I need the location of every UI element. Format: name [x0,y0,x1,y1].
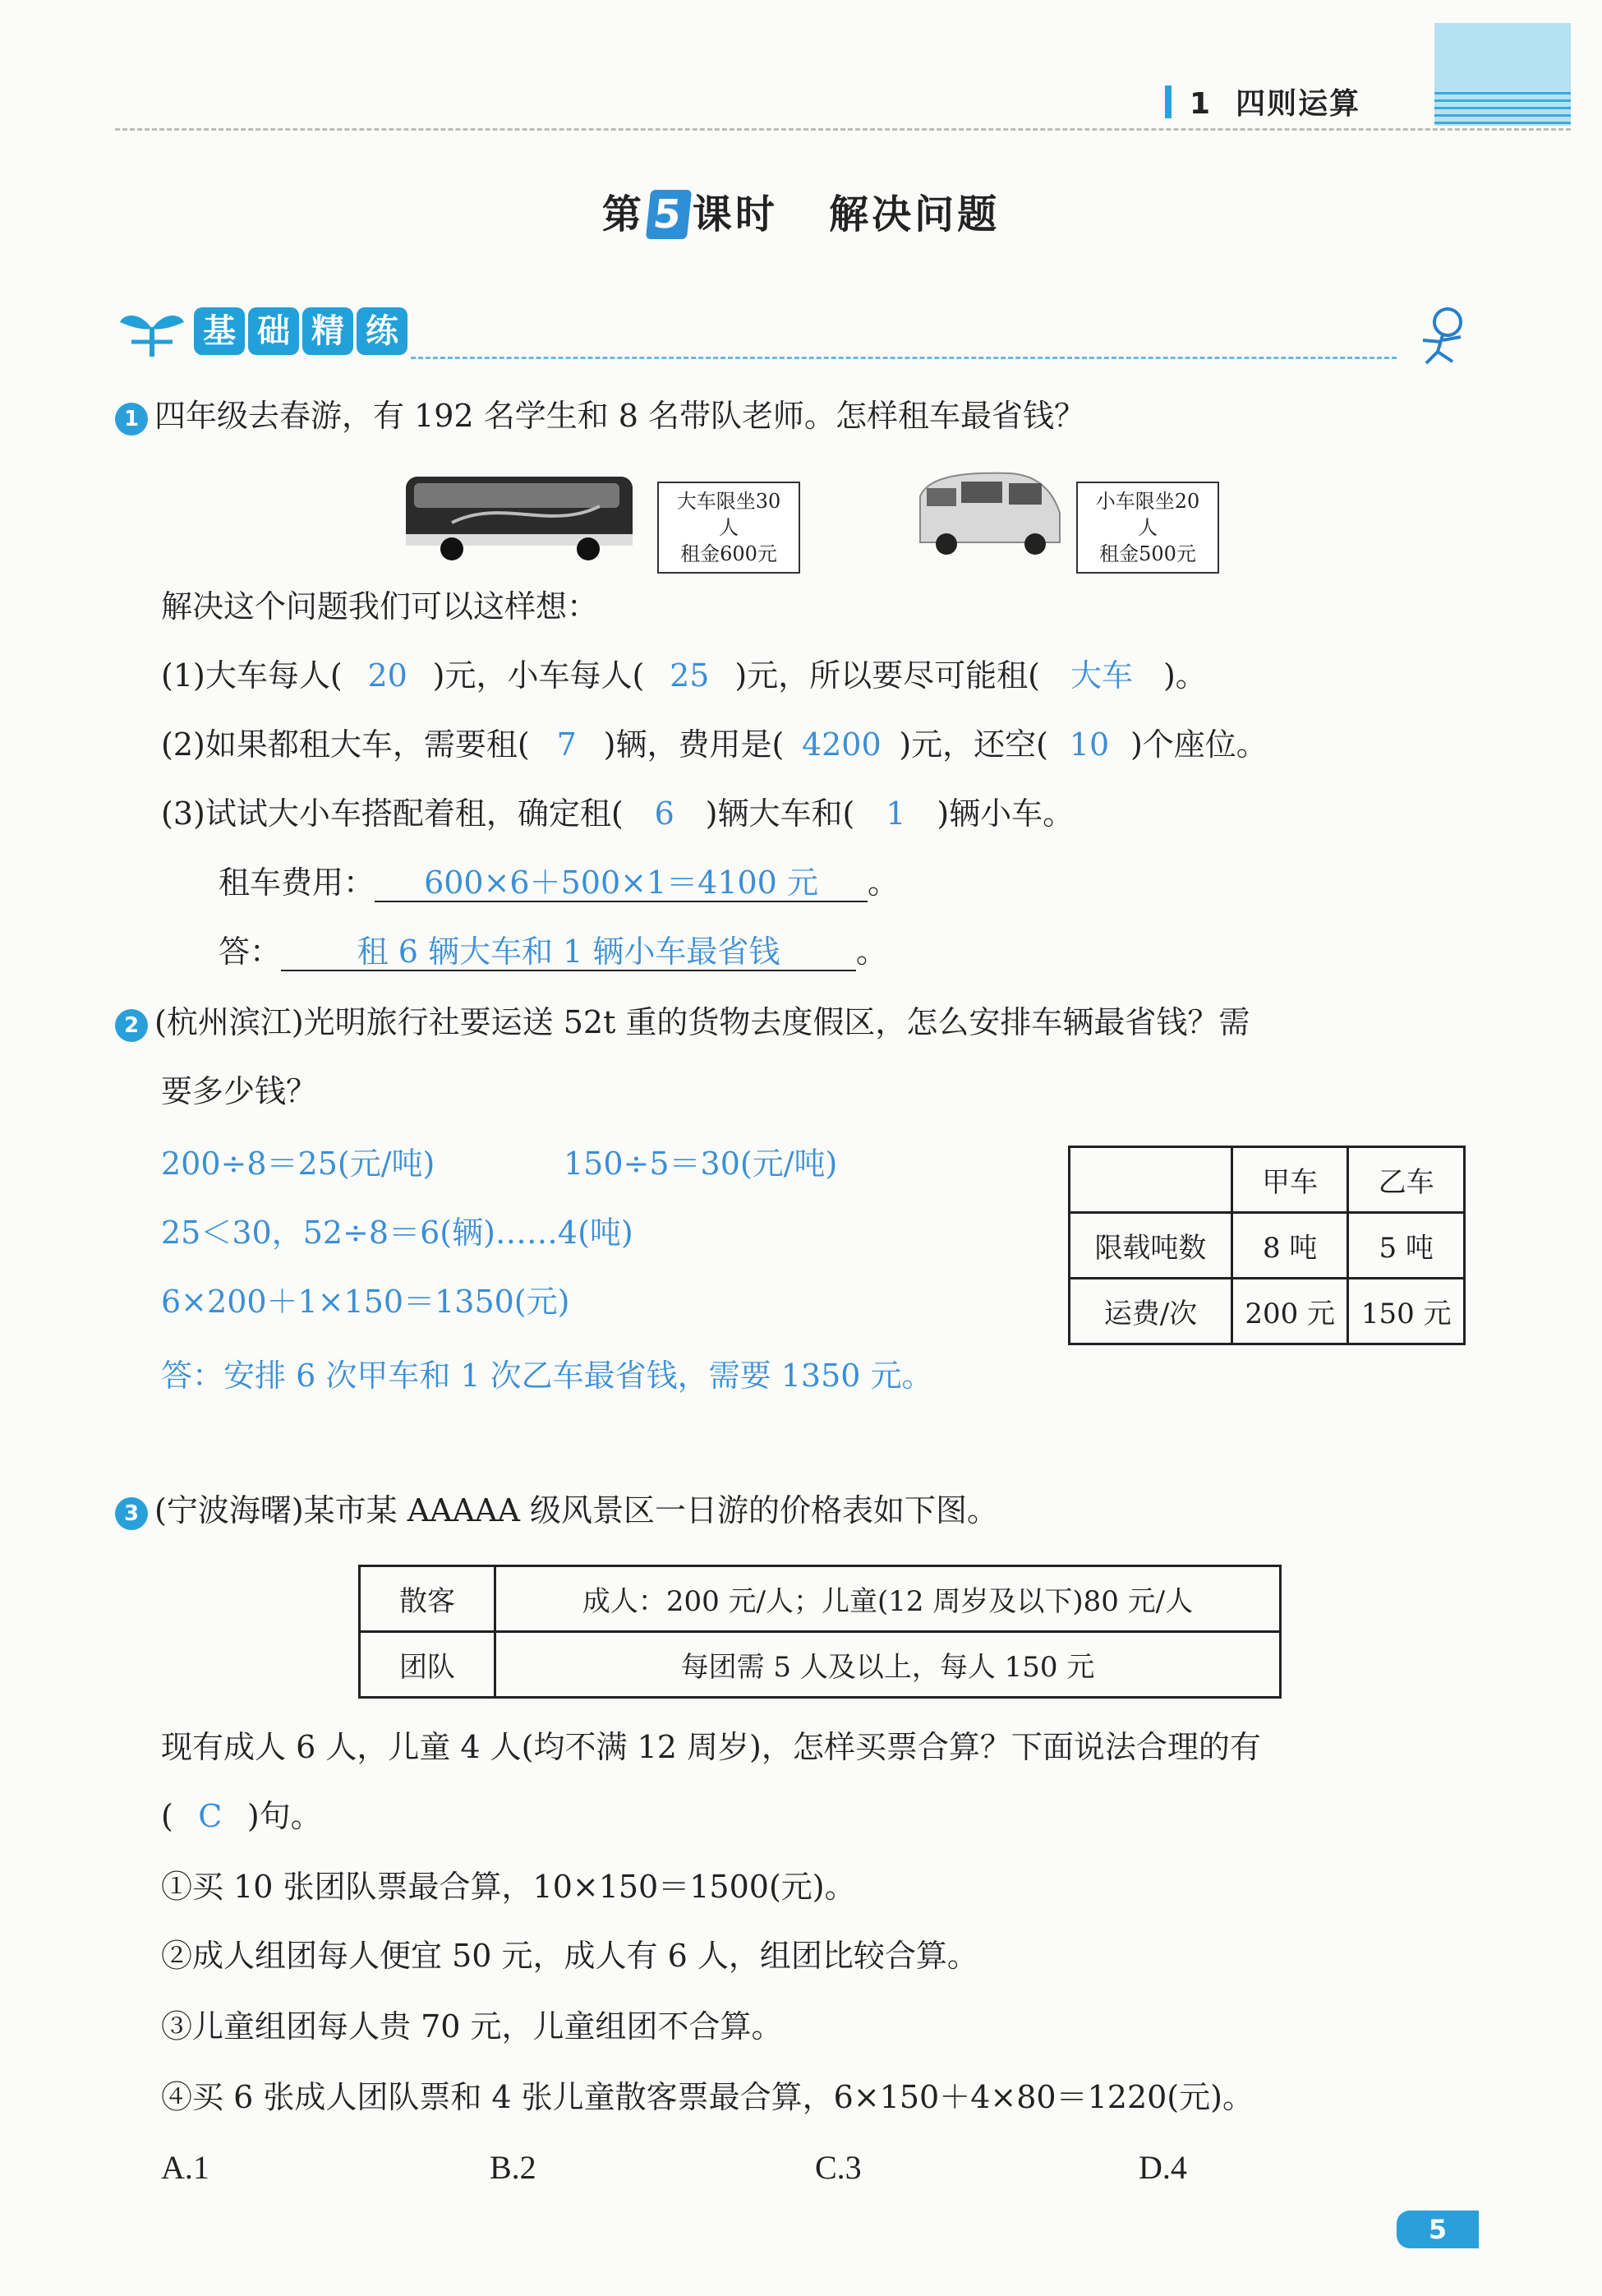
section-char-3: 精 [302,307,353,355]
q1-p2-a: (2)如果都租大车，需要租( [161,726,530,763]
q1-p2-b: )辆，费用是( [603,726,785,763]
section-char-4: 练 [357,307,407,355]
header-divider [115,128,1571,131]
q1-p1-answer2: 25 [670,657,710,694]
q1-p2-d: )个座位。 [1130,726,1268,763]
q1-number: 1 [115,403,148,436]
q1-p3-answer2: 1 [886,795,906,832]
sprout-icon [115,302,189,360]
table-row [1070,1213,1465,1279]
q2-work-4: 6×200＋1×150＝1350(元) [161,1284,570,1320]
table-cell: 每团需 5 人及以上，每人 150 元 [495,1632,1281,1698]
q1-cost-answer: 600×6＋500×1＝4100 元 [375,864,868,902]
q3-open: ( [161,1798,173,1834]
table-row [360,1566,1281,1632]
title-prefix: 第 [601,191,645,237]
q1-p3-c: )辆小车。 [937,795,1075,832]
chapter-title: 四则运算 [1236,87,1361,121]
header-bar [1165,85,1172,118]
q3-statement-2: ②成人组团每人便宜 50 元，成人有 6 人，组团比较合算。 [161,1938,978,1974]
table-row [1070,1279,1465,1344]
section-char-1: 基 [194,307,245,355]
q2-stem-1: (杭州滨江)光明旅行社要运送 52t 重的货物去度假区，怎么安排车辆最省钱？需 [154,1004,1250,1040]
q1-text [115,398,1085,436]
q1-p2-answer1: 7 [556,726,577,763]
q1-part2 [161,726,1268,763]
van-capacity: 小车限坐20人 [1095,490,1200,539]
bus-capacity: 大车限坐30人 [676,490,781,539]
q3-text [115,1492,998,1530]
van-image [912,463,1068,562]
page-number: 5 [1397,2211,1479,2248]
q1-p1-answer3: 大车 [1070,657,1133,694]
q1-cost-line [219,864,899,902]
q3-statement-4: ④买 6 张成人团队票和 4 张儿童散客票最合算，6×150＋4×80＝1220(元)。 [161,2079,1254,2115]
q1-answer-period: 。 [856,934,888,970]
q3-question: 现有成人 6 人，儿童 4 人(均不满 12 周岁)，怎样买票合算？下面说法合理的有 [161,1729,1261,1765]
lesson-number: 5 [646,190,692,239]
option-b: B.2 [490,2149,536,2186]
q1-part1 [161,657,1207,694]
table-cell: 150 元 [1348,1279,1465,1344]
chapter-number: 1 [1190,87,1213,121]
q1-p3-answer1: 6 [654,795,674,832]
q2-work-answer: 答：安排 6 次甲车和 1 次乙车最省钱，需要 1350 元。 [161,1358,933,1394]
page-title [0,182,1602,239]
table-cell: 200 元 [1231,1279,1348,1344]
q2-work-2: 150÷5＝30(元/吨) [564,1146,838,1182]
q1-p1-c: )元，所以要尽可能租( [734,657,1040,694]
q2-text-line1 [115,1004,1250,1042]
q1-cost-label: 租车费用： [219,864,375,901]
van-rent: 租金500元 [1099,542,1196,565]
q1-p2-c: )元，还空( [899,726,1048,763]
q1-cost-period: 。 [868,864,900,901]
q1-answer-line [219,934,887,971]
table-cell: 限载吨数 [1070,1213,1232,1279]
q1-p2-answer2: 4200 [801,726,882,763]
q1-p3-b: )辆大车和( [705,795,855,832]
title-suffix: 课时 [692,191,778,237]
q1-answer-label: 答： [219,934,282,970]
q1-p3-a: (3)试试大小车搭配着租，确定租( [161,795,624,832]
option-a: A.1 [161,2149,209,2186]
q1-p2-answer3: 10 [1069,726,1110,763]
table-cell: 成人：200 元/人；儿童(12 周岁及以下)80 元/人 [495,1566,1281,1632]
table-cell: 8 吨 [1231,1213,1348,1279]
q3-stem: (宁波海曙)某市某 AAAAA 级风景区一日游的价格表如下图。 [154,1492,999,1528]
q3-answer: C [198,1798,223,1834]
q1-part3 [161,795,1074,832]
section-char-2: 础 [248,307,299,355]
q2-work-3: 25＜30，52÷8＝6(辆)……4(吨) [161,1215,633,1251]
table-cell: 5 吨 [1348,1213,1465,1279]
table-row [1070,1147,1465,1213]
q2-number: 2 [115,1009,148,1042]
q3-statement-3: ③儿童组团每人贵 70 元，儿童组团不合算。 [161,2008,783,2045]
q1-p1-d: )。 [1162,657,1207,694]
q1-answer-answer: 租 6 辆大车和 1 辆小车最省钱 [281,934,856,971]
table-header: 甲车 [1231,1147,1348,1213]
option-d: D.4 [1139,2149,1187,2186]
q3-statement-1: ①买 10 张团队票最合算，10×150＝1500(元)。 [161,1869,856,1905]
q2-table [1068,1146,1466,1345]
title-topic: 解决问题 [829,191,1001,237]
running-kid-icon [1410,304,1475,370]
van-info-box [1076,482,1219,574]
table-header: 乙车 [1348,1147,1465,1213]
option-c: C.3 [815,2149,862,2186]
q3-answer-blank [161,1798,322,1834]
bus-info-box [657,482,800,574]
q3-number: 3 [115,1497,148,1530]
table-row [360,1632,1281,1698]
q1-p1-a: (1)大车每人( [161,657,343,694]
table-cell: 散客 [360,1566,495,1632]
bus-rent: 租金600元 [680,542,777,565]
header-stripes [1434,92,1571,127]
q1-think: 解决这个问题我们可以这样想： [161,588,599,625]
chapter-heading [1190,81,1360,122]
table-cell [1070,1147,1232,1213]
q2-text-line2: 要多少钱？ [161,1073,318,1109]
q1-p1-b: )元，小车每人( [432,657,645,694]
bus-image [403,465,641,562]
q1-stem: 四年级去春游，有 192 名学生和 8 名带队老师。怎样租车最省钱？ [154,398,1086,434]
section-divider [411,357,1397,359]
q1-p1-answer1: 20 [367,657,407,694]
q3-price-table [358,1565,1282,1699]
table-cell: 团队 [360,1632,495,1698]
q3-close: )句。 [246,1798,322,1834]
q2-work-1: 200÷8＝25(元/吨) [161,1146,435,1182]
table-cell: 运费/次 [1070,1279,1232,1344]
